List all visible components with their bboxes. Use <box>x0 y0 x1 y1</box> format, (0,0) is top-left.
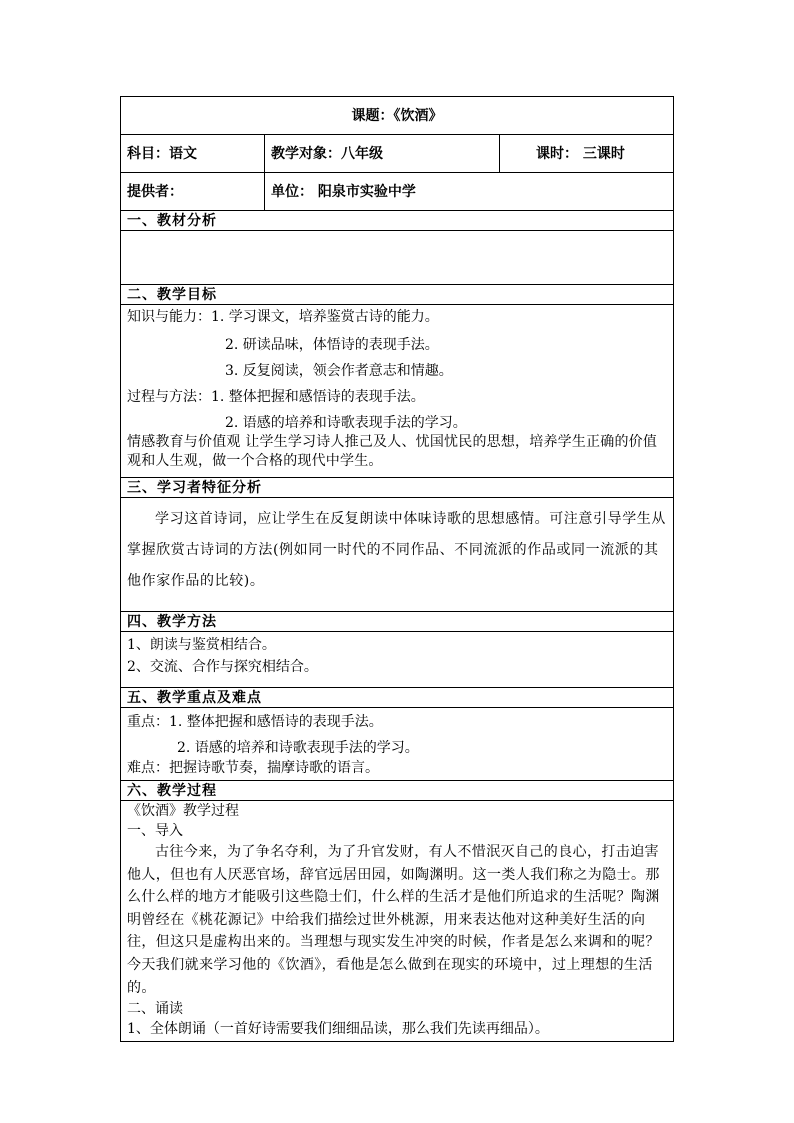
key-point-line: 重点：1. 整体把握和感悟诗的表现手法。 <box>127 714 383 730</box>
section-2-body <box>121 305 674 478</box>
goal-line: 3. 反复阅读，领会作者意志和情趣。 <box>225 363 453 379</box>
learner-analysis-text: 学习这首诗词，应让学生在反复朗读中体味诗歌的思想感情。可注意引导学生从掌握欣赏古诗词的方法(例如同一时代的不同作品、不同流派的作品或同一流派的其他作家作品的比较)。 <box>127 511 666 589</box>
section-5-body <box>121 708 674 781</box>
method-line: 2、交流、合作与探究相结合。 <box>127 659 318 675</box>
lesson-plan-table <box>120 96 674 1042</box>
process-heading: 《饮酒》教学过程 <box>127 803 239 819</box>
goal-line: 2. 研读品味，体悟诗的表现手法。 <box>225 337 439 353</box>
section-3-body <box>121 498 674 612</box>
intro-text: 古往今来，为了争名夺利，为了升官发财，有人不惜泯灭自己的良心，打击迫害他人，但也有人厌恶官场，辞官远居田园，如陶渊明。这一类人我们称之为隐士。那么什么样的地方才能吸引这些隐士们，什么样的生活才是他们所追求的生活呢？陶渊明曾经在《桃花源记》中给我们描绘过世外桃源，用来表达他对这种美好生活的向往，但这只是虚构出来的。当理想与现实发生冲突的时候，作者是怎么来调和的呢？今天我们就来学习他的《饮酒》，看他是怎么做到在现实的环境中，过上理想的生活的。 <box>127 844 660 996</box>
key-point-line: 2. 语感的培养和诗歌表现手法的学习。 <box>177 740 419 756</box>
method-line: 1、朗读与鉴赏相结合。 <box>127 637 276 653</box>
title-row <box>121 97 674 135</box>
recite-title: 二、诵读 <box>127 1001 183 1018</box>
periods-cell: 课时： 三课时 <box>500 135 674 173</box>
provider-cell: 提供者： <box>121 173 265 211</box>
subject-cell: 科目：语文 <box>121 135 265 173</box>
recite-text: 1、全体朗诵（一首好诗需要我们细细品读，那么我们先读再细品）。 <box>127 1021 549 1038</box>
key-point-line: 难点：把握诗歌节奏，揣摩诗歌的语言。 <box>127 760 379 776</box>
unit-cell: 单位： 阳泉市实验中学 <box>265 173 674 211</box>
section-2-title: 二、教学目标 <box>121 285 674 305</box>
section-6-title: 六、教学过程 <box>121 781 674 801</box>
audience-cell: 教学对象：八年级 <box>265 135 500 173</box>
section-6-body <box>121 801 674 1042</box>
goal-line: 知识与能力：1. 学习课文，培养鉴赏古诗的能力。 <box>127 309 439 325</box>
goal-values-text: 情感教育与价值观 让学生学习诗人推己及人、忧国忧民的思想，培养学生正确的价值观和人生观，做一个合格的现代中学生。 <box>127 434 658 469</box>
provider-row <box>121 173 674 211</box>
goal-line: 过程与方法：1. 整体把握和感悟诗的表现手法。 <box>127 389 425 405</box>
info-row <box>121 135 674 173</box>
section-5-title: 五、教学重点及难点 <box>121 688 674 708</box>
lesson-plan-table-wrapper <box>120 96 673 1042</box>
section-3-title: 三、学习者特征分析 <box>121 478 674 498</box>
goal-line: 2. 语感的培养和诗歌表现手法的学习。 <box>225 415 467 431</box>
intro-title: 一、导入 <box>127 823 183 839</box>
section-4-body <box>121 632 674 688</box>
section-1-title: 一、教材分析 <box>121 211 674 231</box>
lesson-title: 课题：《饮酒》 <box>121 97 674 135</box>
section-1-body <box>121 231 674 285</box>
section-4-title: 四、教学方法 <box>121 612 674 632</box>
